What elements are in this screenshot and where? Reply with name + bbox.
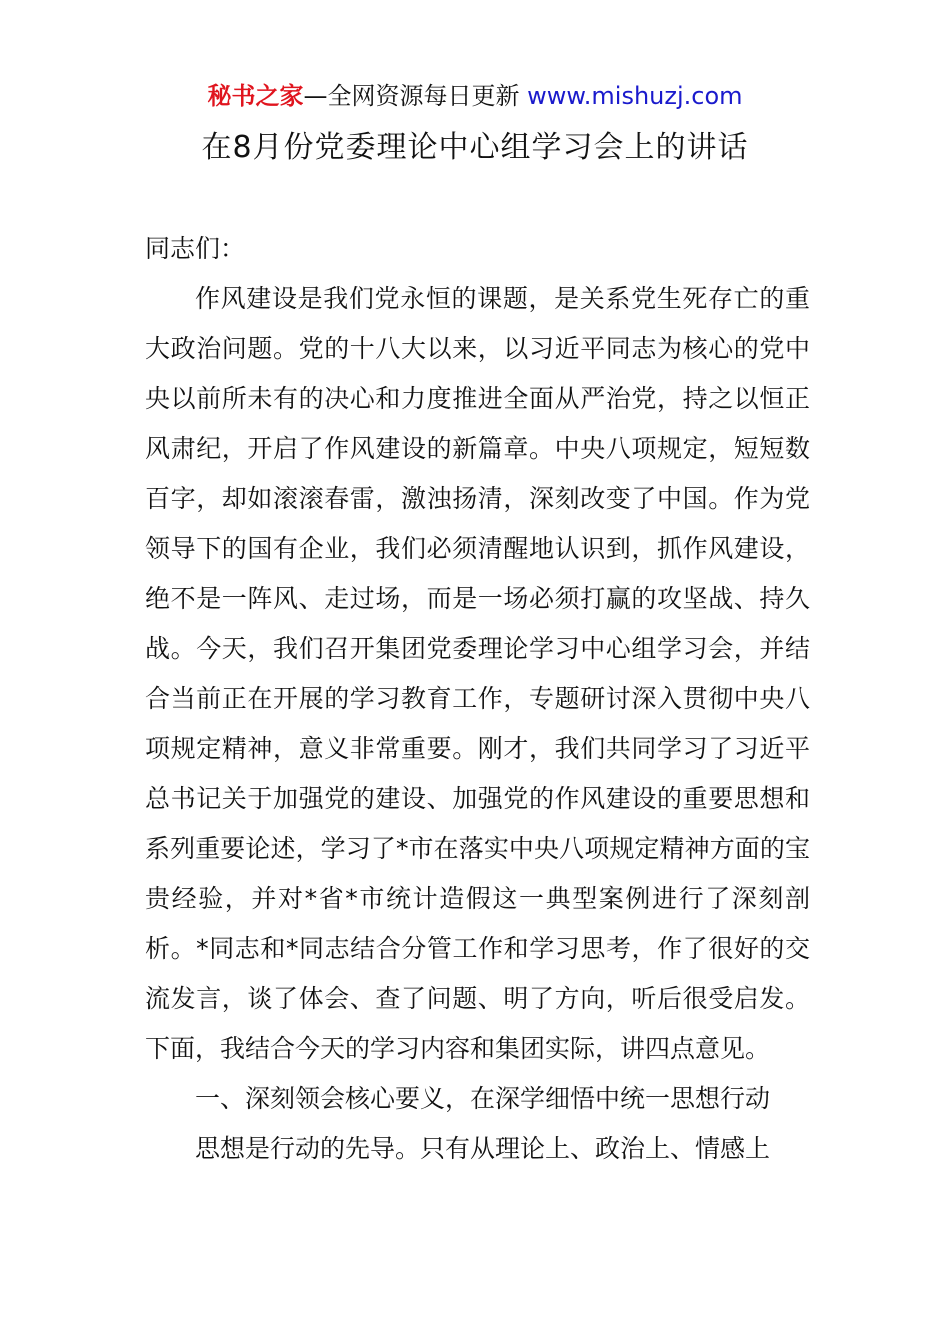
- paragraph: 思想是行动的先导。只有从理论上、政治上、情感上: [195, 1134, 771, 1163]
- section-heading: 一、深刻领会核心要义，在深学细悟中统一思想行动: [195, 1084, 771, 1113]
- salutation: 同志们：: [145, 234, 246, 263]
- site-tagline: —全网资源每日更新: [303, 82, 528, 110]
- document-title: 在8月份党委理论中心组学习会上的讲话: [201, 130, 749, 165]
- document-body: [145, 224, 810, 1174]
- site-brand: 秘书之家: [207, 82, 304, 110]
- paragraph: 作风建设是我们党永恒的课题，是关系党生死存亡的重大政治问题。党的十八大以来，以习近平同志为核心的党中央以前所未有的决心和力度推进全面从严治党，持之以恒正风肃纪，开启了作风建设的新篇章。中央八项规定，短短数百字，却如滚滚春雷，激浊扬清，深刻改变了中国。作为党领导下的国有企业，我们必须清醒地认识到，抓作风建设，绝不是一阵风、走过场，而是一场必须打赢的攻坚战、持久战。今天，我们召开集团党委理论学习中心组学习会，并结合当前正在开展的学习教育工作，专题研讨深入贯彻中央八项规定精神，意义非常重要。刚才，我们共同学习了习近平总书记关于加强党的建设、加强党的作风建设的重要思想和系列重要论述，学习了*市在落实中央八项规定精神方面的宝贵经验，并对*省*市统计造假这一典型案例进行了深刻剖析。*同志和*同志结合分管工作和学习思考，作了很好的交流发言，谈了体会、查了问题、明了方向，听后很受启发。下面，我结合今天的学习内容和集团实际，讲四点意见。: [145, 284, 810, 1063]
- site-header: [0, 80, 950, 112]
- site-url[interactable]: www.mishuzj.com: [527, 82, 743, 110]
